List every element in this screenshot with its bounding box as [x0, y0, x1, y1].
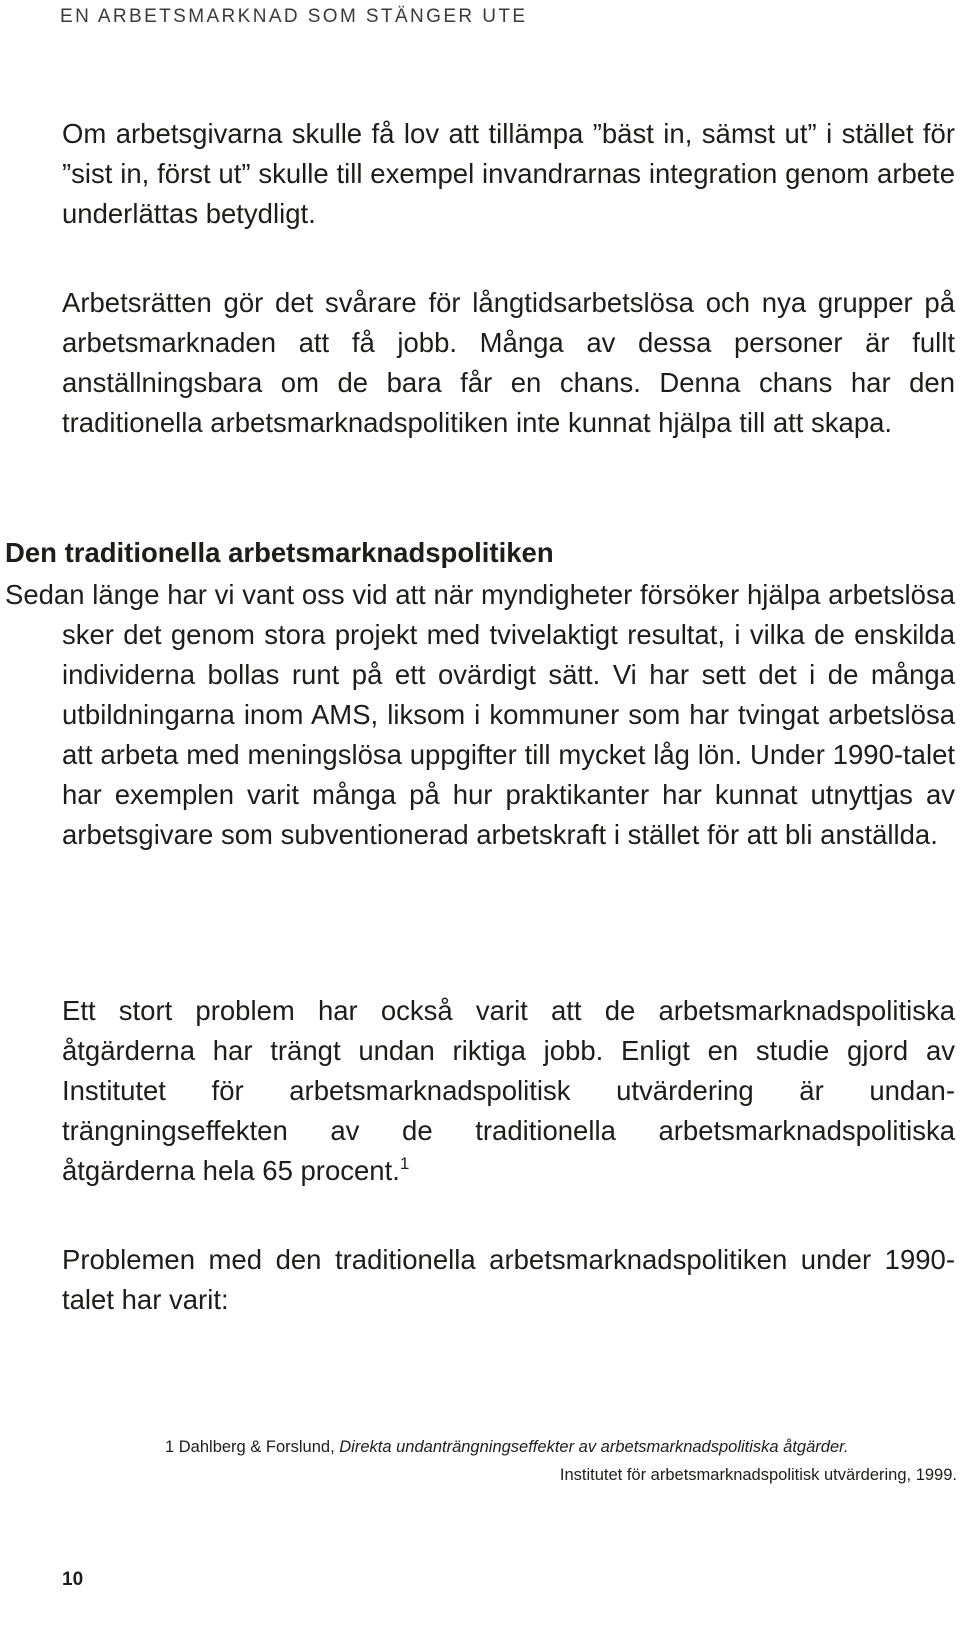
section-heading: Den traditionella arbetsmarknadspolitiken [5, 537, 554, 568]
footnote [165, 1433, 957, 1461]
footnote-reference: 1 [399, 1154, 410, 1173]
paragraph-3: Sedan länge har vi vant oss vid att när myndigheter försöker hjälpa arbetslösa sker det genom stora projekt med tvivelaktigt resultat, i vilka de enskilda individerna bollas runt på ett ovärdigt sätt. Vi har sett det i de många utbildningarna inom AMS, liksom i kommuner som har tvingat arbetslösa att arbeta med meningslösa uppgifter till mycket låg lön. Under 1990-talet har exemplen varit många på hur praktikanter har kunnat utnyttjas av arbetsgivare som subventionerad arbetskraft i stället för att bli anställda. [5, 579, 955, 850]
footnote-title: Direkta undanträngningseffekter av arbetsmarknadspolitiska åtgärder. [339, 1438, 849, 1456]
running-header: EN ARBETSMARKNAD SOM STÄNGER UTE [60, 6, 528, 27]
page-number: 10 [62, 1569, 84, 1590]
paragraph-4 [62, 991, 955, 1191]
paragraph-4-text: Ett stort problem har också varit att de arbetsmarknadspolitiska åtgärderna har trängt undan riktiga jobb. Enligt en studie gjord av Institutet för arbetsmarknadspolitisk utvärdering är undanträngningseffekten av de traditionella arbetsmarknadspolitiska åtgärderna hela 65 procent. [62, 995, 955, 1186]
paragraph-5: Problemen med den traditionella arbetsmarknadspolitiken under 1990-talet har varit: [62, 1244, 955, 1315]
paragraph-1: Om arbetsgivarna skulle få lov att tillämpa ”bäst in, sämst ut” i stället för ”sist in, först ut” skulle till exempel invandrarnas integration genom arbete underlättas betydligt. [62, 118, 955, 229]
footnote-publisher: Institutet för arbetsmarknadspolitisk utvärdering, 1999. [559, 1466, 957, 1484]
footnote-lead: 1 Dahlberg & Forslund, [165, 1438, 340, 1456]
paragraph-2: Arbetsrätten gör det svårare för långtidsarbetslösa och nya grupper på arbetsmarknaden att få jobb. Många av dessa personer är fullt anställningsbara om de bara får en chans. Denna chans har den traditionella arbetsmarknadspolitiken inte kunnat hjälpa till att skapa. [62, 287, 955, 438]
